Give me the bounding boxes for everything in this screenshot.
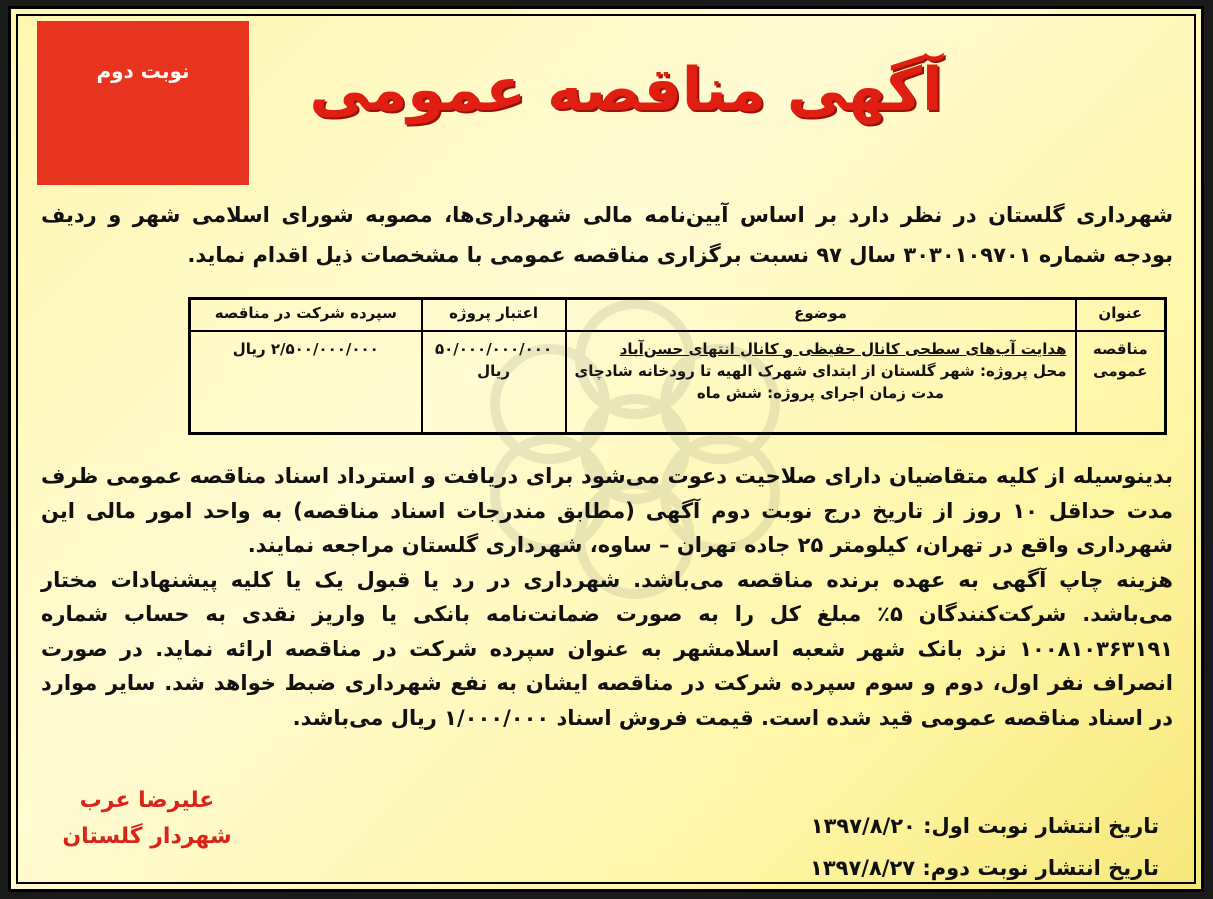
- tender-table: [188, 297, 1167, 435]
- notice-body: [41, 459, 1173, 735]
- publication-dates: [810, 805, 1159, 889]
- signer-name: علیرضا عرب: [79, 788, 215, 813]
- tender-notice-sheet: [8, 6, 1204, 892]
- header-deposit: سپرده شرکت در مناقصه: [190, 299, 422, 331]
- subject-line-1: هدایت آب‌های سطحی کانال حفیظی و کانال انتهای حسن‌آباد: [619, 339, 1067, 358]
- header-credit: اعتبار پروژه: [422, 299, 566, 331]
- cell-deposit: ۲/۵۰۰/۰۰۰/۰۰۰ ریال: [190, 331, 422, 434]
- second-publication-date: تاریخ انتشار نوبت دوم: ۱۳۹۷/۸/۲۷: [810, 856, 1159, 880]
- notice-content: [25, 19, 1187, 879]
- header-subject: موضوع: [566, 299, 1076, 331]
- first-publication-date: تاریخ انتشار نوبت اول: ۱۳۹۷/۸/۲۰: [810, 814, 1159, 838]
- table-row: [190, 331, 1166, 434]
- table-header-row: [190, 299, 1166, 331]
- intro-paragraph: شهرداری گلستان در نظر دارد بر اساس آیین‌نامه مالی شهرداری‌ها، مصوبه شورای اسلامی شهر و ردیف بودجه شماره ۳۰۳۰۱۰۹۷۰۱ سال ۹۷ نسبت برگزاری مناقصه عمومی با مشخصات ذیل اقدام نماید.: [41, 203, 1173, 267]
- body-paragraph-1: بدینوسیله از کلیه متقاضیان دارای صلاحیت دعوت می‌شود برای دریافت و استرداد اسناد مناقصه عمومی ظرف مدت حداقل ۱۰ روز از تاریخ درج نوبت دوم آگهی (مطابق مندرجات اسناد مناقصه) به واحد امور مالی این شهرداری واقع در تهران، کیلومتر ۲۵ جاده تهران – ساوه، شهرداری گلستان مراجعه نمایند.: [41, 464, 1173, 557]
- subject-line-2: محل پروژه: شهر گلستان از ابتدای شهرک الهیه تا رودخانه شادچای: [574, 361, 1067, 380]
- second-round-badge: [37, 21, 249, 185]
- cell-subject: [566, 331, 1076, 434]
- header-title: عنوان: [1076, 299, 1166, 331]
- subject-line-3: مدت زمان اجرای پروژه: شش ماه: [696, 383, 945, 402]
- signer-role: شهردار گلستان: [62, 824, 232, 849]
- body-paragraph-2: هزینه چاپ آگهی به عهده برنده مناقصه می‌باشد. شهرداری در رد یا قبول یک یا کلیه پیشنهادات مختار می‌باشد. شرکت‌کنندگان ۵٪ مبلغ کل را به صورت ضمانت‌نامه بانکی یا واریز نقدی به حساب شماره ۱۰۰۸۱۰۳۶۳۱۹۱ نزد بانک شهر شعبه اسلامشهر به عنوان سپرده شرکت در مناقصه ارائه نماید. در صورت انصراف نفر اول، دوم و سوم سپرده شرکت در مناقصه ایشان به نفع شهرداری ضبط خواهد شد. سایر موارد در اسناد مناقصه عمومی قید شده است. قیمت فروش اسناد ۱/۰۰۰/۰۰۰ ریال می‌باشد.: [41, 567, 1173, 730]
- notice-title: آگهی مناقصه عمومی: [309, 55, 943, 125]
- cell-title: مناقصه عمومی: [1076, 331, 1166, 434]
- badge-label: نوبت دوم: [96, 59, 190, 83]
- cell-credit: ۵۰/۰۰۰/۰۰۰/۰۰۰ ریال: [422, 331, 566, 434]
- signature-block: [57, 783, 237, 855]
